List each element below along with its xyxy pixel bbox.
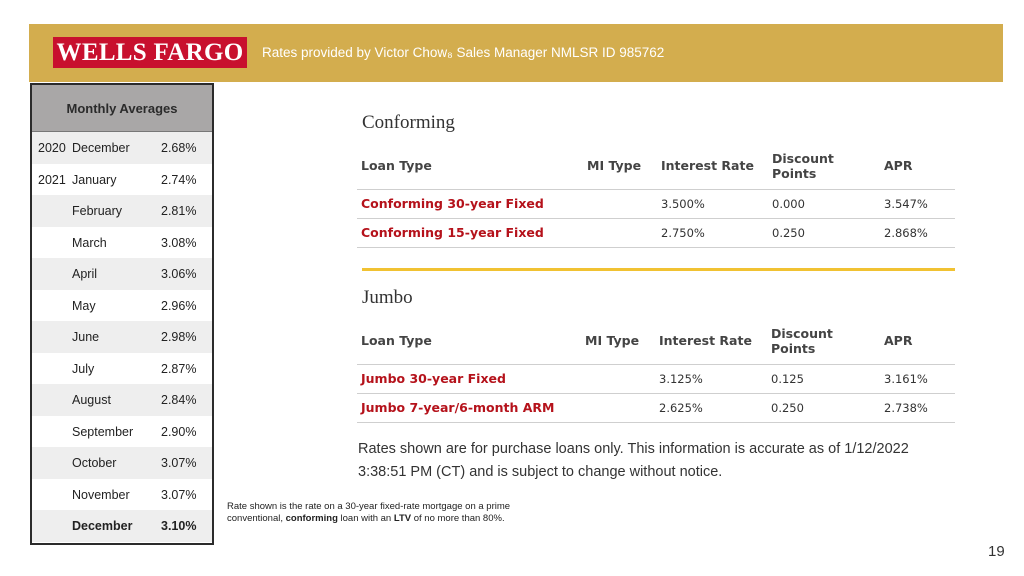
conforming-table [357, 143, 955, 248]
row-value: 3.06% [161, 267, 197, 281]
footnote-text: of no more than 80%. [411, 512, 505, 524]
monthly-averages-list [32, 132, 212, 542]
row-month: January [72, 172, 117, 187]
table-row [357, 364, 955, 393]
cell-mi-type [583, 189, 657, 218]
cell-mi-type [581, 364, 655, 393]
cell-interest-rate: 3.125% [655, 364, 767, 393]
row-month: February [72, 204, 123, 218]
section-divider [362, 268, 955, 271]
cell-interest-rate: 2.625% [655, 393, 767, 422]
cell-discount-points: 0.250 [767, 393, 880, 422]
row-year: 2021 [38, 172, 66, 187]
monthly-average-row [32, 227, 212, 259]
header-discount-points: Discount Points [768, 143, 880, 189]
cell-apr: 2.868% [880, 218, 955, 247]
monthly-average-row [32, 384, 212, 416]
row-month: June [72, 330, 100, 344]
header-apr: APR [880, 143, 955, 189]
cell-discount-points: 0.000 [768, 189, 880, 218]
cell-discount-points: 0.125 [767, 364, 880, 393]
conforming-title: Conforming [362, 112, 455, 133]
row-value: 2.68% [161, 141, 197, 155]
monthly-average-row [32, 164, 212, 196]
monthly-average-row [32, 195, 212, 227]
cell-loan-type[interactable]: Conforming 15-year Fixed [357, 218, 583, 247]
row-value: 2.81% [161, 204, 197, 218]
wells-fargo-logo: WELLS FARGO [53, 37, 247, 68]
header-loan-type: Loan Type [357, 318, 581, 364]
row-value: 2.74% [161, 172, 197, 187]
conforming-rows [357, 189, 955, 247]
row-month: May [72, 298, 96, 313]
monthly-average-row [32, 479, 212, 511]
jumbo-rows [357, 364, 955, 422]
row-value: 3.08% [161, 235, 197, 250]
row-month: March [72, 235, 107, 250]
row-month: October [72, 456, 117, 470]
cell-interest-rate: 2.750% [657, 218, 768, 247]
footnote-text: loan with an [337, 512, 394, 524]
table-row [357, 218, 955, 247]
header-interest-rate: Interest Rate [655, 318, 767, 364]
row-value: 2.84% [161, 393, 197, 407]
footnote-text: Rate shown is the rate on a 30-year fixed-rate mortgage on a prime conventional, [227, 501, 511, 524]
cell-interest-rate: 3.500% [657, 189, 768, 218]
cell-apr: 3.161% [880, 364, 955, 393]
monthly-average-row [32, 416, 212, 448]
header-mi-type: MI Type [581, 318, 655, 364]
table-header-row [357, 143, 955, 189]
monthly-average-row [32, 510, 212, 542]
table-row [357, 393, 955, 422]
row-month: August [72, 393, 111, 407]
row-month: November [72, 487, 130, 502]
monthly-average-row [32, 132, 212, 164]
row-month: September [72, 424, 134, 439]
page-number: 19 [988, 543, 1005, 560]
monthly-average-row [32, 353, 212, 385]
row-month: July [72, 361, 95, 376]
table-header-row [357, 318, 955, 364]
row-value: 2.90% [161, 424, 197, 439]
monthly-average-row [32, 290, 212, 322]
cell-loan-type[interactable]: Jumbo 30-year Fixed [357, 364, 581, 393]
monthly-average-row [32, 258, 212, 290]
rates-disclaimer: Rates shown are for purchase loans only. This information is accurate as of 1/12/2022 3:38:51 PM (CT) and is subject to change without notice. [358, 441, 909, 480]
jumbo-table [357, 318, 955, 423]
row-value: 2.96% [161, 298, 197, 313]
cell-loan-type[interactable]: Conforming 30-year Fixed [357, 189, 583, 218]
header-loan-type: Loan Type [357, 143, 583, 189]
cell-apr: 2.738% [880, 393, 955, 422]
row-month: December [72, 519, 133, 533]
cell-mi-type [581, 393, 655, 422]
cell-apr: 3.547% [880, 189, 955, 218]
header-interest-rate: Interest Rate [657, 143, 768, 189]
row-value: 3.07% [161, 487, 197, 502]
row-value: 3.07% [161, 456, 197, 470]
monthly-averages-title: Monthly Averages [32, 85, 212, 132]
row-month: December [72, 141, 130, 155]
row-month: April [72, 267, 98, 281]
header-mi-type: MI Type [583, 143, 657, 189]
header-banner [29, 24, 1003, 82]
row-value: 2.87% [161, 361, 197, 376]
row-value: 3.10% [161, 519, 197, 533]
table-row [357, 189, 955, 218]
banner-text: Rates provided by Victor Chow₈ Sales Manager NMLSR ID 985762 [262, 45, 665, 60]
footnote-bold-conforming: conforming [285, 512, 338, 524]
header-apr: APR [880, 318, 955, 364]
monthly-average-row [32, 447, 212, 479]
footnote-bold-ltv: LTV [393, 512, 412, 524]
cell-loan-type[interactable]: Jumbo 7-year/6-month ARM [357, 393, 581, 422]
row-value: 2.98% [161, 330, 197, 344]
cell-mi-type [583, 218, 657, 247]
jumbo-title: Jumbo [362, 287, 413, 308]
cell-discount-points: 0.250 [768, 218, 880, 247]
header-discount-points: Discount Points [767, 318, 880, 364]
monthly-average-row [32, 321, 212, 353]
row-year: 2020 [38, 141, 66, 155]
monthly-averages-panel [30, 83, 214, 545]
footnote [227, 501, 547, 524]
